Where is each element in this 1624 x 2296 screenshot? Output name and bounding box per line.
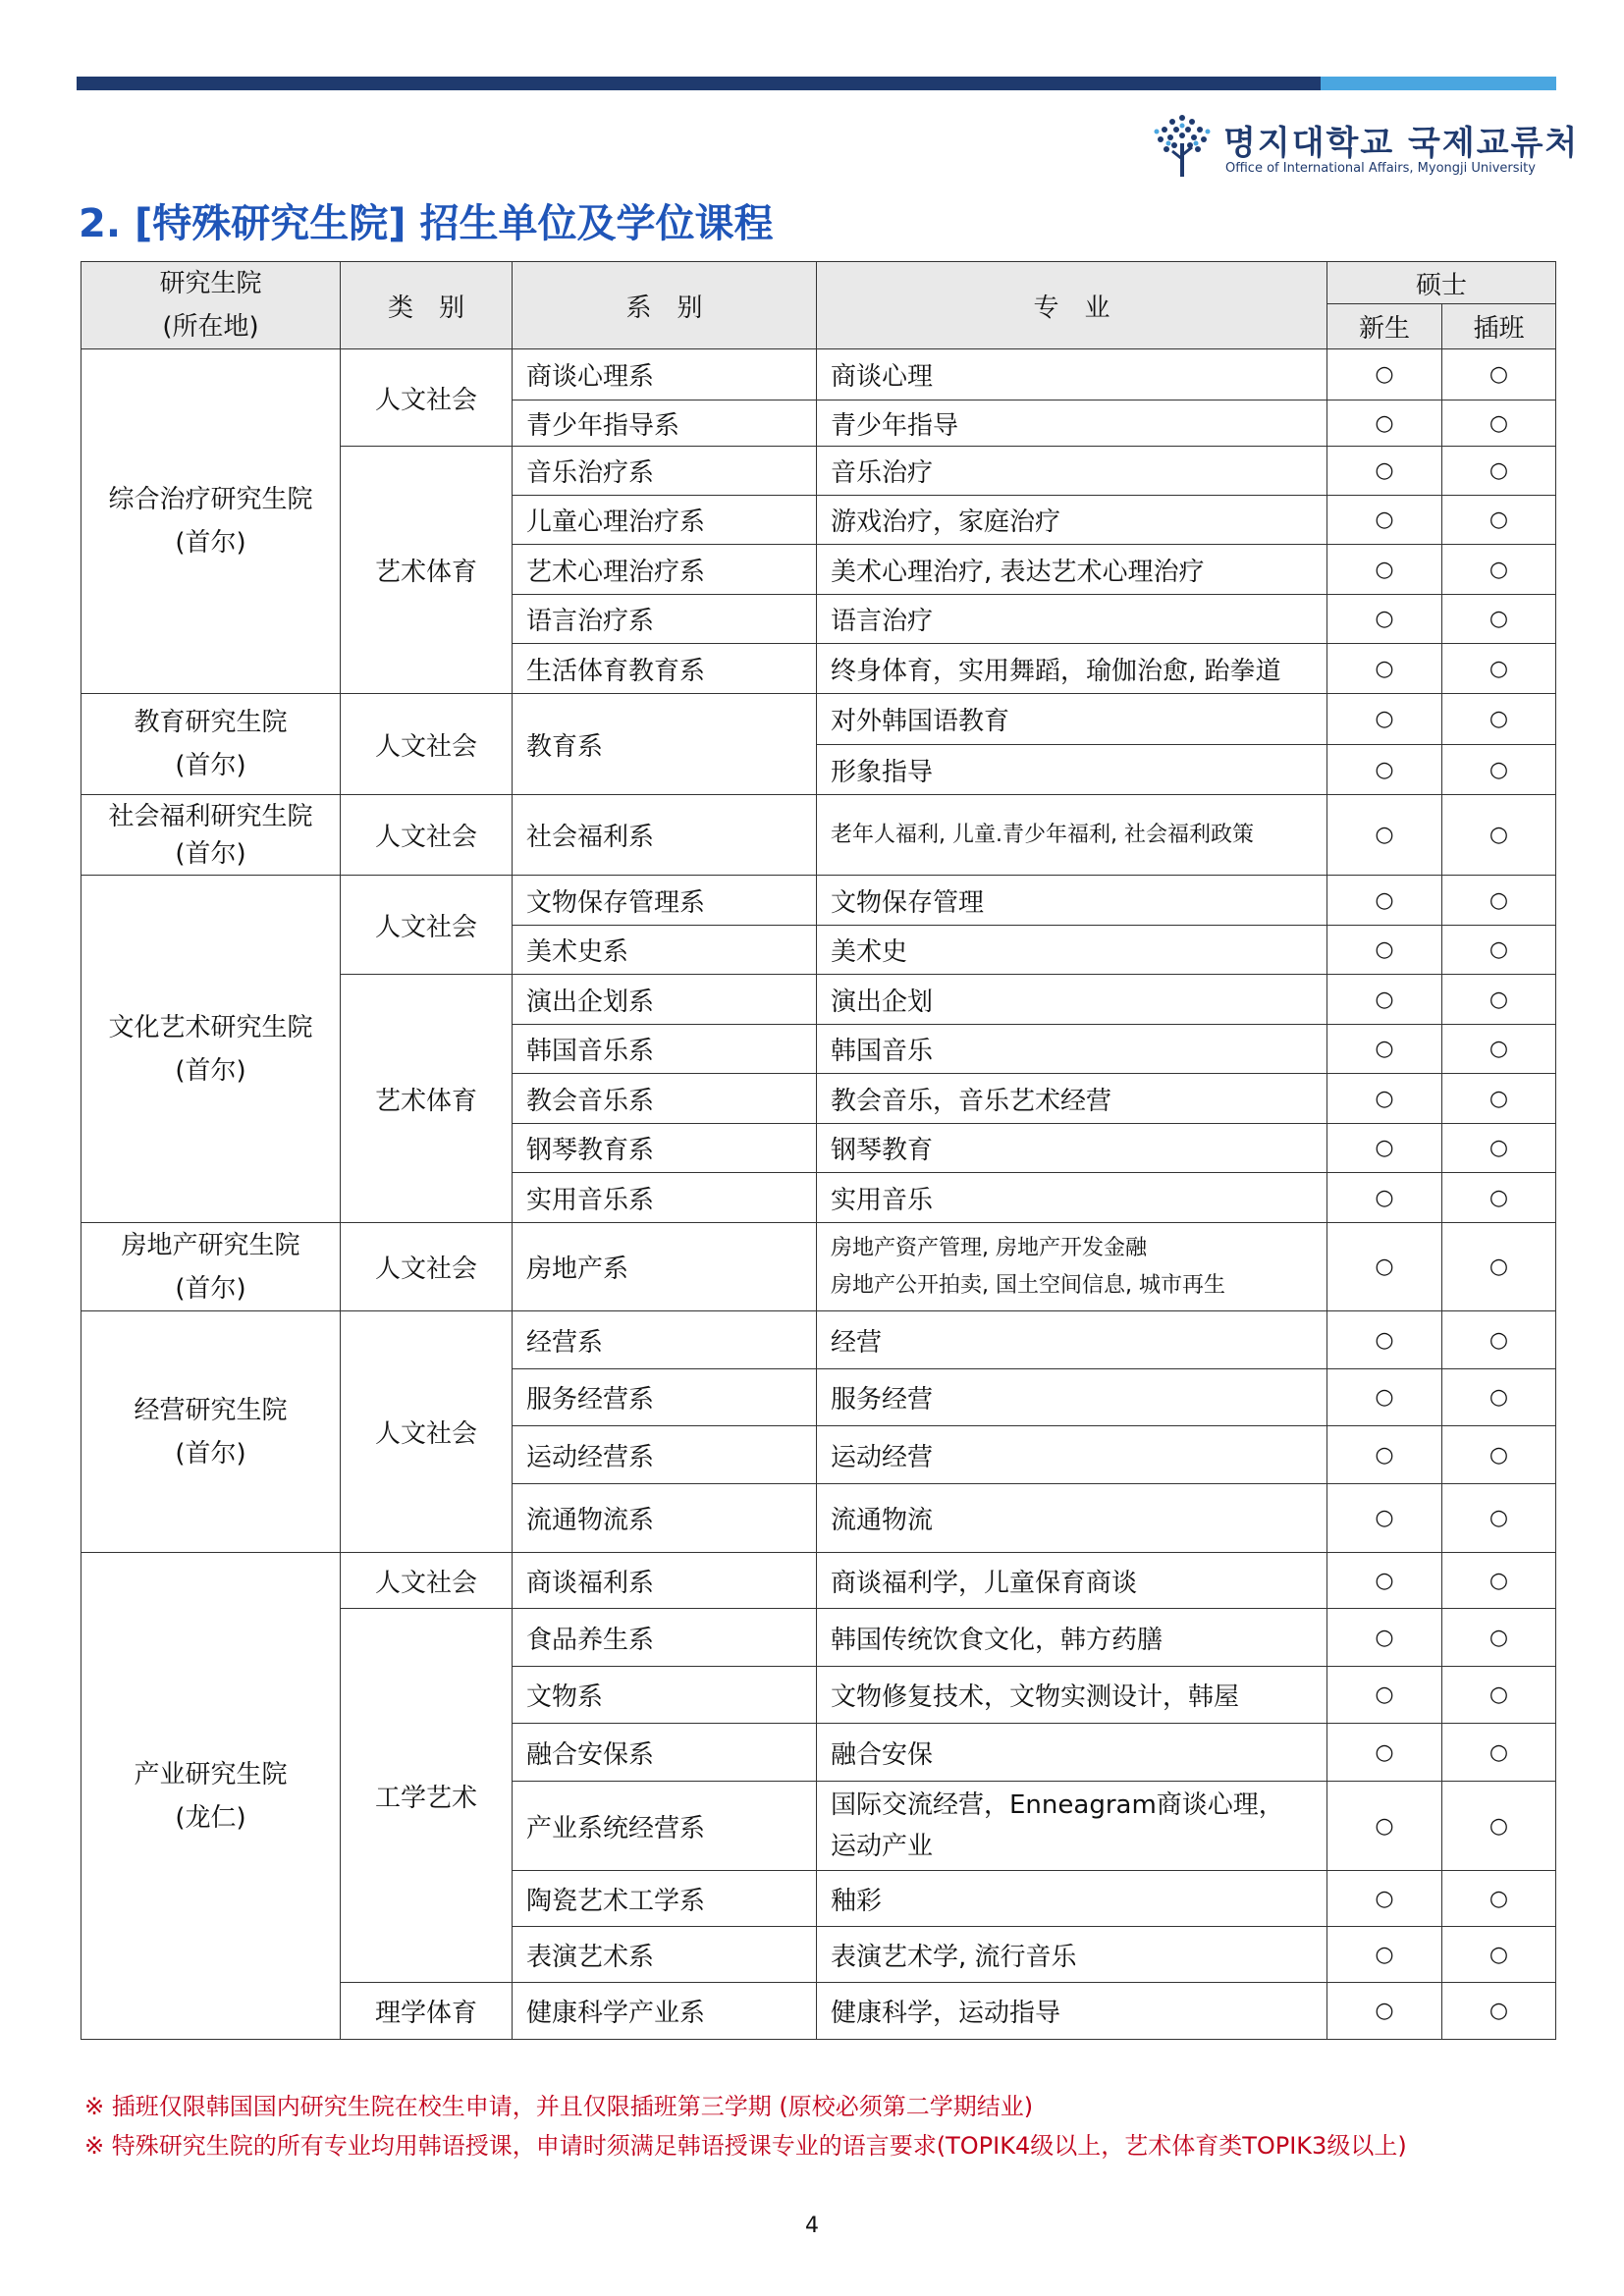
category-cell: 艺术体育 xyxy=(341,447,513,694)
transfer-mark: ○ xyxy=(1442,1124,1556,1173)
department-cell: 演出企划系 xyxy=(513,975,817,1025)
department-cell: 教会音乐系 xyxy=(513,1074,817,1124)
major-cell: 运动经营 xyxy=(817,1426,1327,1484)
transfer-mark: ○ xyxy=(1442,876,1556,926)
major-line: 房地产资产管理, 房地产开发金融 xyxy=(831,1235,1147,1260)
new-mark: ○ xyxy=(1327,1724,1442,1782)
transfer-mark: ○ xyxy=(1442,694,1556,745)
category-cell: 人文社会 xyxy=(341,349,513,447)
transfer-mark: ○ xyxy=(1442,795,1556,876)
transfer-mark: ○ xyxy=(1442,1074,1556,1124)
new-mark: ○ xyxy=(1327,975,1442,1025)
major-cell: 表演艺术学, 流行音乐 xyxy=(817,1927,1327,1983)
new-mark: ○ xyxy=(1327,745,1442,795)
department-cell: 运动经营系 xyxy=(513,1426,817,1484)
major-cell: 文物保存管理 xyxy=(817,876,1327,926)
school-name: 房地产研究生院 xyxy=(121,1230,300,1260)
transfer-mark: ○ xyxy=(1442,975,1556,1025)
department-cell: 社会福利系 xyxy=(513,795,817,876)
department-cell: 文物系 xyxy=(513,1667,817,1724)
header-new-student: 新生 xyxy=(1327,304,1442,349)
major-cell: 韩国传统饮食文化，韩方药膳 xyxy=(817,1609,1327,1667)
school-name: 教育研究生院 xyxy=(134,708,288,737)
department-cell: 陶瓷艺术工学系 xyxy=(513,1871,817,1927)
major-cell: 音乐治疗 xyxy=(817,447,1327,496)
category-cell: 人文社会 xyxy=(341,795,513,876)
new-mark: ○ xyxy=(1327,1124,1442,1173)
transfer-mark: ○ xyxy=(1442,1724,1556,1782)
school-name: 文化艺术研究生院 xyxy=(108,1012,313,1042)
page-number: 4 xyxy=(805,2214,819,2238)
major-cell: 融合安保 xyxy=(817,1724,1327,1782)
department-cell: 生活体育教育系 xyxy=(513,644,817,694)
new-mark: ○ xyxy=(1327,876,1442,926)
department-cell: 音乐治疗系 xyxy=(513,447,817,496)
transfer-mark: ○ xyxy=(1442,644,1556,694)
tree-logo-icon xyxy=(1147,110,1218,181)
new-mark: ○ xyxy=(1327,496,1442,545)
department-cell: 产业系统经营系 xyxy=(513,1782,817,1871)
department-cell: 韩国音乐系 xyxy=(513,1025,817,1074)
department-cell: 教育系 xyxy=(513,694,817,795)
department-cell: 食品养生系 xyxy=(513,1609,817,1667)
school-location: (龙仁) xyxy=(175,1802,246,1833)
footnote-transfer: ※ 插班仅限韩国国内研究生院在校生申请，并且仅限插班第三学期 (原校必须第二学期结业) xyxy=(84,2093,1034,2120)
transfer-mark: ○ xyxy=(1442,400,1556,447)
major-line: 国际交流经营，Enneagram商谈心理， xyxy=(831,1790,1284,1820)
transfer-mark: ○ xyxy=(1442,1667,1556,1724)
header-category: 类 别 xyxy=(341,262,513,349)
transfer-mark: ○ xyxy=(1442,1983,1556,2040)
header-school-label: 研究生院 xyxy=(159,269,262,298)
new-mark: ○ xyxy=(1327,1311,1442,1369)
header-master: 硕士 xyxy=(1327,262,1556,304)
transfer-mark: ○ xyxy=(1442,1484,1556,1553)
new-mark: ○ xyxy=(1327,595,1442,644)
school-location: (首尔) xyxy=(175,751,246,780)
major-cell xyxy=(817,1223,1327,1311)
category-cell: 艺术体育 xyxy=(341,975,513,1223)
new-mark: ○ xyxy=(1327,1871,1442,1927)
table-row xyxy=(81,1223,1556,1311)
logo-english-text: Office of International Affairs, Myongji University xyxy=(1225,161,1536,176)
top-bar-light-segment xyxy=(1321,77,1556,90)
department-cell: 商谈福利系 xyxy=(513,1553,817,1609)
new-mark: ○ xyxy=(1327,1609,1442,1667)
transfer-mark: ○ xyxy=(1442,1025,1556,1074)
school-cell xyxy=(81,1553,341,2040)
department-cell: 健康科学产业系 xyxy=(513,1983,817,2040)
school-name: 经营研究生院 xyxy=(134,1395,288,1425)
major-cell: 青少年指导 xyxy=(817,400,1327,447)
department-cell: 青少年指导系 xyxy=(513,400,817,447)
new-mark: ○ xyxy=(1327,926,1442,975)
major-cell: 对外韩国语教育 xyxy=(817,694,1327,745)
table-row xyxy=(81,795,1556,876)
school-name: 产业研究生院 xyxy=(134,1759,288,1789)
major-cell: 文物修复技术，文物实测设计，韩屋 xyxy=(817,1667,1327,1724)
department-cell: 流通物流系 xyxy=(513,1484,817,1553)
table-row xyxy=(81,349,1556,400)
school-location: (首尔) xyxy=(175,528,246,558)
department-cell: 商谈心理系 xyxy=(513,349,817,400)
major-line: 运动产业 xyxy=(831,1832,934,1861)
new-mark: ○ xyxy=(1327,1983,1442,2040)
section-title: 2. [特殊研究生院] 招生单位及学位课程 xyxy=(79,201,774,246)
new-mark: ○ xyxy=(1327,1223,1442,1311)
department-cell: 语言治疗系 xyxy=(513,595,817,644)
header-department: 系 别 xyxy=(513,262,817,349)
department-cell: 文物保存管理系 xyxy=(513,876,817,926)
new-mark: ○ xyxy=(1327,795,1442,876)
transfer-mark: ○ xyxy=(1442,595,1556,644)
major-cell: 健康科学，运动指导 xyxy=(817,1983,1327,2040)
category-cell: 工学艺术 xyxy=(341,1609,513,1983)
transfer-mark: ○ xyxy=(1442,447,1556,496)
major-cell: 经营 xyxy=(817,1311,1327,1369)
transfer-mark: ○ xyxy=(1442,745,1556,795)
department-cell: 经营系 xyxy=(513,1311,817,1369)
major-cell: 釉彩 xyxy=(817,1871,1327,1927)
school-location: (首尔) xyxy=(175,838,246,869)
major-cell: 服务经营 xyxy=(817,1369,1327,1426)
top-color-bar xyxy=(77,77,1556,90)
category-cell: 人文社会 xyxy=(341,694,513,795)
major-cell: 商谈心理 xyxy=(817,349,1327,400)
major-cell: 美术史 xyxy=(817,926,1327,975)
school-cell xyxy=(81,795,341,876)
major-line: 房地产公开拍卖, 国土空间信息, 城市再生 xyxy=(831,1272,1225,1298)
new-mark: ○ xyxy=(1327,1173,1442,1223)
school-location: (首尔) xyxy=(175,1438,246,1468)
new-mark: ○ xyxy=(1327,1426,1442,1484)
new-mark: ○ xyxy=(1327,400,1442,447)
transfer-mark: ○ xyxy=(1442,349,1556,400)
new-mark: ○ xyxy=(1327,1927,1442,1983)
major-cell: 美术心理治疗, 表达艺术心理治疗 xyxy=(817,545,1327,595)
major-cell: 实用音乐 xyxy=(817,1173,1327,1223)
major-cell: 教会音乐，音乐艺术经营 xyxy=(817,1074,1327,1124)
major-cell xyxy=(817,1782,1327,1871)
header-major: 专 业 xyxy=(817,262,1327,349)
department-cell: 儿童心理治疗系 xyxy=(513,496,817,545)
transfer-mark: ○ xyxy=(1442,1426,1556,1484)
school-cell xyxy=(81,694,341,795)
department-cell: 表演艺术系 xyxy=(513,1927,817,1983)
programs-table xyxy=(81,261,1556,2040)
new-mark: ○ xyxy=(1327,644,1442,694)
new-mark: ○ xyxy=(1327,1782,1442,1871)
department-cell: 钢琴教育系 xyxy=(513,1124,817,1173)
transfer-mark: ○ xyxy=(1442,545,1556,595)
school-cell xyxy=(81,1223,341,1311)
department-cell: 融合安保系 xyxy=(513,1724,817,1782)
new-mark: ○ xyxy=(1327,1025,1442,1074)
major-cell: 终身体育，实用舞蹈，瑜伽治愈, 跆拳道 xyxy=(817,644,1327,694)
category-cell: 人文社会 xyxy=(341,1553,513,1609)
transfer-mark: ○ xyxy=(1442,1782,1556,1871)
major-cell: 老年人福利, 儿童.青少年福利, 社会福利政策 xyxy=(817,795,1327,876)
department-cell: 艺术心理治疗系 xyxy=(513,545,817,595)
transfer-mark: ○ xyxy=(1442,1173,1556,1223)
table-row xyxy=(81,876,1556,926)
new-mark: ○ xyxy=(1327,447,1442,496)
school-cell xyxy=(81,1311,341,1553)
major-cell: 演出企划 xyxy=(817,975,1327,1025)
department-cell: 美术史系 xyxy=(513,926,817,975)
major-cell: 形象指导 xyxy=(817,745,1327,795)
school-name: 社会福利研究生院 xyxy=(108,801,313,831)
major-cell: 流通物流 xyxy=(817,1484,1327,1553)
transfer-mark: ○ xyxy=(1442,496,1556,545)
new-mark: ○ xyxy=(1327,1553,1442,1609)
header-school-sub: (所在地) xyxy=(162,312,259,342)
category-cell: 人文社会 xyxy=(341,1223,513,1311)
footnote-language: ※ 特殊研究生院的所有专业均用韩语授课，申请时须满足韩语授课专业的语言要求(TOPIK4级以上，艺术体育类TOPIK3级以上) xyxy=(84,2132,1407,2160)
department-cell: 服务经营系 xyxy=(513,1369,817,1426)
major-cell: 韩国音乐 xyxy=(817,1025,1327,1074)
category-cell: 人文社会 xyxy=(341,876,513,975)
school-name: 综合治疗研究生院 xyxy=(108,485,313,514)
school-location: (首尔) xyxy=(175,1055,246,1086)
category-cell: 人文社会 xyxy=(341,1311,513,1553)
new-mark: ○ xyxy=(1327,1369,1442,1426)
transfer-mark: ○ xyxy=(1442,1311,1556,1369)
transfer-mark: ○ xyxy=(1442,1369,1556,1426)
table-row xyxy=(81,1553,1556,1609)
new-mark: ○ xyxy=(1327,694,1442,745)
top-bar-dark-segment xyxy=(77,77,1321,90)
transfer-mark: ○ xyxy=(1442,926,1556,975)
transfer-mark: ○ xyxy=(1442,1927,1556,1983)
school-location: (首尔) xyxy=(175,1273,246,1304)
major-cell: 语言治疗 xyxy=(817,595,1327,644)
transfer-mark: ○ xyxy=(1442,1223,1556,1311)
new-mark: ○ xyxy=(1327,349,1442,400)
school-cell xyxy=(81,349,341,694)
table-row xyxy=(81,1311,1556,1369)
department-cell: 房地产系 xyxy=(513,1223,817,1311)
transfer-mark: ○ xyxy=(1442,1553,1556,1609)
new-mark: ○ xyxy=(1327,1667,1442,1724)
table-row xyxy=(81,694,1556,745)
school-cell xyxy=(81,876,341,1223)
header-school xyxy=(81,262,341,349)
new-mark: ○ xyxy=(1327,1074,1442,1124)
department-cell: 实用音乐系 xyxy=(513,1173,817,1223)
category-cell: 理学体育 xyxy=(341,1983,513,2040)
major-cell: 游戏治疗，家庭治疗 xyxy=(817,496,1327,545)
logo-korean-text: 명지대학교 국제교류처 xyxy=(1223,124,1580,163)
new-mark: ○ xyxy=(1327,1484,1442,1553)
university-logo xyxy=(1147,110,1580,181)
transfer-mark: ○ xyxy=(1442,1871,1556,1927)
transfer-mark: ○ xyxy=(1442,1609,1556,1667)
major-cell: 商谈福利学，儿童保育商谈 xyxy=(817,1553,1327,1609)
new-mark: ○ xyxy=(1327,545,1442,595)
major-cell: 钢琴教育 xyxy=(817,1124,1327,1173)
header-transfer: 插班 xyxy=(1442,304,1556,349)
